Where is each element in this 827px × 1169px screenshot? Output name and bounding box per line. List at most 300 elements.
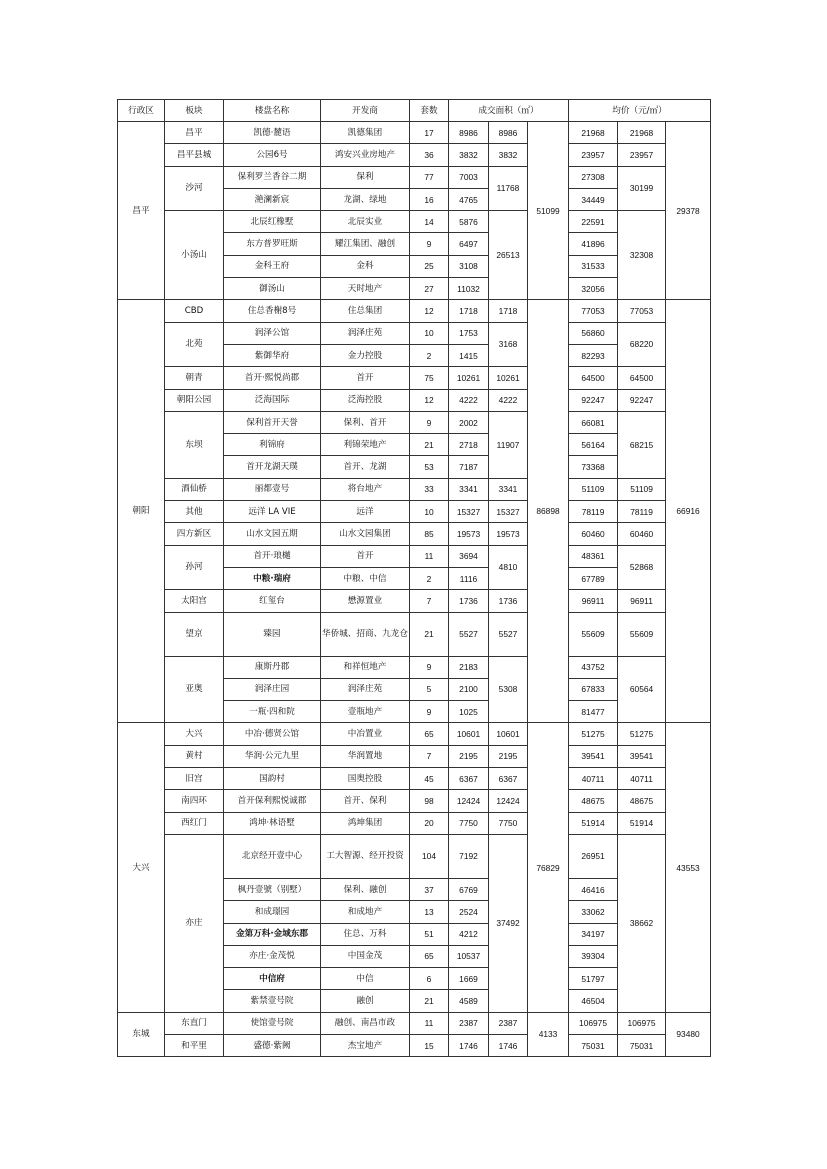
project-cell: 泛海国际 [224, 389, 321, 411]
block-cell: 朝青 [165, 367, 224, 389]
units-cell: 10 [410, 501, 449, 523]
units-cell: 98 [410, 790, 449, 812]
developer-cell: 利锦荣地产 [321, 434, 410, 456]
price-cell: 56164 [569, 434, 618, 456]
developer-cell: 华侨城、招商、九龙仓 [321, 612, 410, 656]
developer-cell: 住总集团 [321, 300, 410, 322]
developer-cell: 保利 [321, 166, 410, 188]
block-area-cell: 26513 [489, 211, 528, 300]
price-cell: 48361 [569, 545, 618, 567]
table-row [118, 300, 711, 322]
transaction-table [117, 99, 711, 1057]
project-cell: 御汤山 [224, 278, 321, 300]
area-cell: 3341 [449, 478, 489, 500]
table-row [118, 812, 711, 834]
units-cell: 20 [410, 812, 449, 834]
block-area-cell: 2387 [489, 1012, 528, 1034]
block-area-cell: 2195 [489, 745, 528, 767]
price-cell: 82293 [569, 344, 618, 366]
price-cell: 33062 [569, 901, 618, 923]
project-cell: 利锦府 [224, 434, 321, 456]
developer-cell: 懋源置业 [321, 590, 410, 612]
developer-cell: 中信 [321, 968, 410, 990]
area-cell: 2718 [449, 434, 489, 456]
block-area-cell: 3168 [489, 322, 528, 367]
price-cell: 40711 [569, 768, 618, 790]
developer-cell: 龙湖、绿地 [321, 188, 410, 210]
district-area-cell: 51099 [528, 122, 569, 300]
units-cell: 15 [410, 1034, 449, 1056]
units-cell: 14 [410, 211, 449, 233]
units-cell: 2 [410, 344, 449, 366]
table-row [118, 367, 711, 389]
area-cell: 1669 [449, 968, 489, 990]
project-cell: 滟澜新宸 [224, 188, 321, 210]
area-cell: 10261 [449, 367, 489, 389]
project-cell: 紫禁壹号院 [224, 990, 321, 1012]
units-cell: 2 [410, 567, 449, 589]
units-cell: 5 [410, 678, 449, 700]
block-cell: 四方新区 [165, 523, 224, 545]
block-cell: 朝阳公园 [165, 389, 224, 411]
price-cell: 106975 [569, 1012, 618, 1034]
price-cell: 22591 [569, 211, 618, 233]
price-cell: 78119 [569, 501, 618, 523]
units-cell: 12 [410, 300, 449, 322]
block-cell: 亦庄 [165, 834, 224, 1012]
area-cell: 1116 [449, 567, 489, 589]
units-cell: 53 [410, 456, 449, 478]
project-cell: 丽都壹号 [224, 478, 321, 500]
area-cell: 1736 [449, 590, 489, 612]
block-price-cell: 40711 [618, 768, 666, 790]
project-cell: 中冶·德贤公馆 [224, 723, 321, 745]
block-area-cell: 8986 [489, 122, 528, 144]
project-cell: 东方普罗旺斯 [224, 233, 321, 255]
developer-cell: 中粮、中信 [321, 567, 410, 589]
project-cell: 华润·公元九里 [224, 745, 321, 767]
block-area-cell: 11907 [489, 411, 528, 478]
area-cell: 2195 [449, 745, 489, 767]
block-price-cell: 96911 [618, 590, 666, 612]
developer-cell: 润泽庄苑 [321, 678, 410, 700]
developer-cell: 中国金茂 [321, 945, 410, 967]
area-cell: 6497 [449, 233, 489, 255]
table-row [118, 656, 711, 678]
block-price-cell: 39541 [618, 745, 666, 767]
developer-cell: 住总、万科 [321, 923, 410, 945]
block-cell: 望京 [165, 612, 224, 656]
block-cell: 旧宫 [165, 768, 224, 790]
block-area-cell: 37492 [489, 834, 528, 1012]
developer-cell: 金科 [321, 255, 410, 277]
project-cell: 润泽公馆 [224, 322, 321, 344]
price-cell: 55609 [569, 612, 618, 656]
units-cell: 75 [410, 367, 449, 389]
developer-cell: 首开 [321, 545, 410, 567]
table-row [118, 501, 711, 523]
area-cell: 15327 [449, 501, 489, 523]
units-cell: 27 [410, 278, 449, 300]
units-cell: 10 [410, 322, 449, 344]
area-cell: 10601 [449, 723, 489, 745]
price-cell: 39304 [569, 945, 618, 967]
header-area: 成交面积（㎡） [449, 100, 569, 122]
block-cell: 黄村 [165, 745, 224, 767]
table-row [118, 612, 711, 656]
district-price-cell: 93480 [666, 1012, 711, 1057]
district-area-cell: 4133 [528, 1012, 569, 1057]
block-price-cell: 51109 [618, 478, 666, 500]
area-cell: 1025 [449, 701, 489, 723]
block-cell: CBD [165, 300, 224, 322]
header-district: 行政区 [118, 100, 165, 122]
area-cell: 3694 [449, 545, 489, 567]
block-price-cell: 77053 [618, 300, 666, 322]
area-cell: 5527 [449, 612, 489, 656]
developer-cell: 金力控股 [321, 344, 410, 366]
table-row [118, 834, 711, 878]
header-developer: 开发商 [321, 100, 410, 122]
header-price: 均价（元/㎡） [569, 100, 711, 122]
block-price-cell: 60564 [618, 656, 666, 723]
table-row [118, 1034, 711, 1056]
area-cell: 4222 [449, 389, 489, 411]
block-area-cell: 5527 [489, 612, 528, 656]
units-cell: 17 [410, 122, 449, 144]
price-cell: 51914 [569, 812, 618, 834]
area-cell: 4212 [449, 923, 489, 945]
area-cell: 8986 [449, 122, 489, 144]
table-body [118, 100, 711, 1057]
developer-cell: 融创、南昌市政 [321, 1012, 410, 1034]
block-price-cell: 30199 [618, 166, 666, 211]
project-cell: 首开保利熙悦诚郡 [224, 790, 321, 812]
units-cell: 36 [410, 144, 449, 166]
block-area-cell: 3832 [489, 144, 528, 166]
block-area-cell: 11768 [489, 166, 528, 211]
price-cell: 67833 [569, 678, 618, 700]
block-area-cell: 1746 [489, 1034, 528, 1056]
project-cell: 远洋 LA VIE [224, 501, 321, 523]
price-cell: 26951 [569, 834, 618, 878]
project-cell: 盛德·紫阙 [224, 1034, 321, 1056]
units-cell: 12 [410, 389, 449, 411]
price-cell: 27308 [569, 166, 618, 188]
block-price-cell: 48675 [618, 790, 666, 812]
area-cell: 6367 [449, 768, 489, 790]
developer-cell: 工大智源、经开投资 [321, 834, 410, 878]
price-cell: 43752 [569, 656, 618, 678]
table-row [118, 590, 711, 612]
price-cell: 32056 [569, 278, 618, 300]
price-cell: 64500 [569, 367, 618, 389]
project-cell: 一瓶·四和院 [224, 701, 321, 723]
project-cell: 国韵村 [224, 768, 321, 790]
block-cell: 东直门 [165, 1012, 224, 1034]
block-price-cell: 92247 [618, 389, 666, 411]
area-cell: 2183 [449, 656, 489, 678]
price-cell: 39541 [569, 745, 618, 767]
units-cell: 9 [410, 656, 449, 678]
price-cell: 23957 [569, 144, 618, 166]
developer-cell: 和祥恒地产 [321, 656, 410, 678]
district-cell: 东城 [118, 1012, 165, 1057]
district-price-cell: 43553 [666, 723, 711, 1012]
area-cell: 1718 [449, 300, 489, 322]
block-area-cell: 10261 [489, 367, 528, 389]
block-area-cell: 15327 [489, 501, 528, 523]
developer-cell: 保利、融创 [321, 878, 410, 900]
area-cell: 3108 [449, 255, 489, 277]
developer-cell: 中冶置业 [321, 723, 410, 745]
project-cell: 润泽庄园 [224, 678, 321, 700]
developer-cell: 首开 [321, 367, 410, 389]
block-cell: 昌平县城 [165, 144, 224, 166]
block-price-cell: 64500 [618, 367, 666, 389]
units-cell: 77 [410, 166, 449, 188]
block-cell: 太阳宫 [165, 590, 224, 612]
block-price-cell: 78119 [618, 501, 666, 523]
units-cell: 9 [410, 701, 449, 723]
block-area-cell: 4222 [489, 389, 528, 411]
price-cell: 48675 [569, 790, 618, 812]
developer-cell: 国奥控股 [321, 768, 410, 790]
area-cell: 2100 [449, 678, 489, 700]
project-cell: 和成璟园 [224, 901, 321, 923]
units-cell: 21 [410, 434, 449, 456]
price-cell: 41896 [569, 233, 618, 255]
area-cell: 10537 [449, 945, 489, 967]
developer-cell: 凯德集团 [321, 122, 410, 144]
table-row [118, 389, 711, 411]
project-cell: 凯德·麓语 [224, 122, 321, 144]
district-area-cell: 86898 [528, 300, 569, 723]
project-cell: 枫丹壹號（别墅） [224, 878, 321, 900]
block-cell: 沙河 [165, 166, 224, 211]
price-cell: 51275 [569, 723, 618, 745]
area-cell: 2524 [449, 901, 489, 923]
area-cell: 5876 [449, 211, 489, 233]
header-row [118, 100, 711, 122]
developer-cell: 融创 [321, 990, 410, 1012]
block-area-cell: 3341 [489, 478, 528, 500]
project-cell: 首开龙湖天璞 [224, 456, 321, 478]
units-cell: 45 [410, 768, 449, 790]
area-cell: 2387 [449, 1012, 489, 1034]
units-cell: 37 [410, 878, 449, 900]
units-cell: 7 [410, 590, 449, 612]
units-cell: 51 [410, 923, 449, 945]
header-block: 板块 [165, 100, 224, 122]
area-cell: 1746 [449, 1034, 489, 1056]
table-row [118, 122, 711, 144]
block-price-cell: 23957 [618, 144, 666, 166]
block-cell: 昌平 [165, 122, 224, 144]
price-cell: 31533 [569, 255, 618, 277]
developer-cell: 壹瓶地产 [321, 701, 410, 723]
table-row [118, 144, 711, 166]
table-row [118, 768, 711, 790]
project-cell: 康斯丹郡 [224, 656, 321, 678]
price-cell: 75031 [569, 1034, 618, 1056]
developer-cell: 杰宝地产 [321, 1034, 410, 1056]
area-cell: 7187 [449, 456, 489, 478]
project-cell: 鸿坤·林语墅 [224, 812, 321, 834]
block-area-cell: 4810 [489, 545, 528, 590]
area-cell: 3832 [449, 144, 489, 166]
price-cell: 51109 [569, 478, 618, 500]
developer-cell: 首开、保利 [321, 790, 410, 812]
project-cell: 首开·琅樾 [224, 545, 321, 567]
area-cell: 6769 [449, 878, 489, 900]
units-cell: 21 [410, 612, 449, 656]
block-cell: 和平里 [165, 1034, 224, 1056]
block-price-cell: 52868 [618, 545, 666, 590]
block-area-cell: 7750 [489, 812, 528, 834]
project-cell: 中粮·瑞府 [224, 567, 321, 589]
block-cell: 小汤山 [165, 211, 224, 300]
price-cell: 56860 [569, 322, 618, 344]
district-price-cell: 66916 [666, 300, 711, 723]
units-cell: 11 [410, 1012, 449, 1034]
project-cell: 公园6号 [224, 144, 321, 166]
units-cell: 7 [410, 745, 449, 767]
project-cell: 中信府 [224, 968, 321, 990]
price-cell: 77053 [569, 300, 618, 322]
table-row [118, 745, 711, 767]
table-row [118, 523, 711, 545]
units-cell: 16 [410, 188, 449, 210]
block-area-cell: 10601 [489, 723, 528, 745]
developer-cell: 首开、龙湖 [321, 456, 410, 478]
area-cell: 11032 [449, 278, 489, 300]
block-area-cell: 5308 [489, 656, 528, 723]
project-cell: 臻园 [224, 612, 321, 656]
project-cell: 保利罗兰香谷二期 [224, 166, 321, 188]
units-cell: 104 [410, 834, 449, 878]
header-project: 楼盘名称 [224, 100, 321, 122]
block-cell: 大兴 [165, 723, 224, 745]
block-area-cell: 1718 [489, 300, 528, 322]
block-cell: 酒仙桥 [165, 478, 224, 500]
developer-cell: 和成地产 [321, 901, 410, 923]
district-cell: 大兴 [118, 723, 165, 1012]
table-row [118, 211, 711, 233]
developer-cell: 保利、首开 [321, 411, 410, 433]
units-cell: 85 [410, 523, 449, 545]
price-cell: 34197 [569, 923, 618, 945]
block-cell: 东坝 [165, 411, 224, 478]
project-cell: 北辰红橡墅 [224, 211, 321, 233]
units-cell: 33 [410, 478, 449, 500]
project-cell: 住总香榭8号 [224, 300, 321, 322]
area-cell: 12424 [449, 790, 489, 812]
block-cell: 北苑 [165, 322, 224, 367]
units-cell: 65 [410, 723, 449, 745]
area-cell: 19573 [449, 523, 489, 545]
developer-cell: 北辰实业 [321, 211, 410, 233]
table-row [118, 478, 711, 500]
developer-cell: 鸿安兴业房地产 [321, 144, 410, 166]
area-cell: 4589 [449, 990, 489, 1012]
developer-cell: 鸿坤集团 [321, 812, 410, 834]
table-row [118, 545, 711, 567]
block-area-cell: 12424 [489, 790, 528, 812]
table-row [118, 1012, 711, 1034]
area-cell: 7750 [449, 812, 489, 834]
price-cell: 73368 [569, 456, 618, 478]
area-cell: 1415 [449, 344, 489, 366]
table-row [118, 790, 711, 812]
price-cell: 96911 [569, 590, 618, 612]
price-cell: 66081 [569, 411, 618, 433]
table-row [118, 411, 711, 433]
developer-cell: 天时地产 [321, 278, 410, 300]
block-price-cell: 38662 [618, 834, 666, 1012]
project-cell: 北京经开壹中心 [224, 834, 321, 878]
block-price-cell: 32308 [618, 211, 666, 300]
units-cell: 9 [410, 233, 449, 255]
block-price-cell: 51914 [618, 812, 666, 834]
units-cell: 13 [410, 901, 449, 923]
block-price-cell: 68215 [618, 411, 666, 478]
project-cell: 首开·熙悦尚郡 [224, 367, 321, 389]
price-cell: 92247 [569, 389, 618, 411]
block-area-cell: 6367 [489, 768, 528, 790]
district-price-cell: 29378 [666, 122, 711, 300]
project-cell: 保利首开天誉 [224, 411, 321, 433]
price-cell: 21968 [569, 122, 618, 144]
block-cell: 南四环 [165, 790, 224, 812]
price-cell: 46504 [569, 990, 618, 1012]
district-cell: 朝阳 [118, 300, 165, 723]
project-cell: 使馆壹号院 [224, 1012, 321, 1034]
project-cell: 金第万科·金域东郡 [224, 923, 321, 945]
area-cell: 2002 [449, 411, 489, 433]
developer-cell: 将台地产 [321, 478, 410, 500]
block-price-cell: 55609 [618, 612, 666, 656]
units-cell: 9 [410, 411, 449, 433]
project-cell: 金科王府 [224, 255, 321, 277]
block-cell: 西红门 [165, 812, 224, 834]
price-cell: 81477 [569, 701, 618, 723]
area-cell: 7192 [449, 834, 489, 878]
block-price-cell: 75031 [618, 1034, 666, 1056]
table-row [118, 166, 711, 188]
area-cell: 7003 [449, 166, 489, 188]
table-row [118, 322, 711, 344]
block-area-cell: 19573 [489, 523, 528, 545]
block-price-cell: 106975 [618, 1012, 666, 1034]
developer-cell: 远洋 [321, 501, 410, 523]
area-cell: 4765 [449, 188, 489, 210]
block-cell: 亚奥 [165, 656, 224, 723]
units-cell: 21 [410, 990, 449, 1012]
price-cell: 46416 [569, 878, 618, 900]
block-cell: 孙河 [165, 545, 224, 590]
block-price-cell: 21968 [618, 122, 666, 144]
header-units: 套数 [410, 100, 449, 122]
developer-cell: 泛海控股 [321, 389, 410, 411]
block-area-cell: 1736 [489, 590, 528, 612]
units-cell: 25 [410, 255, 449, 277]
developer-cell: 耀江集团、融创 [321, 233, 410, 255]
project-cell: 紫御华府 [224, 344, 321, 366]
units-cell: 11 [410, 545, 449, 567]
table-row [118, 723, 711, 745]
district-area-cell: 76829 [528, 723, 569, 1012]
